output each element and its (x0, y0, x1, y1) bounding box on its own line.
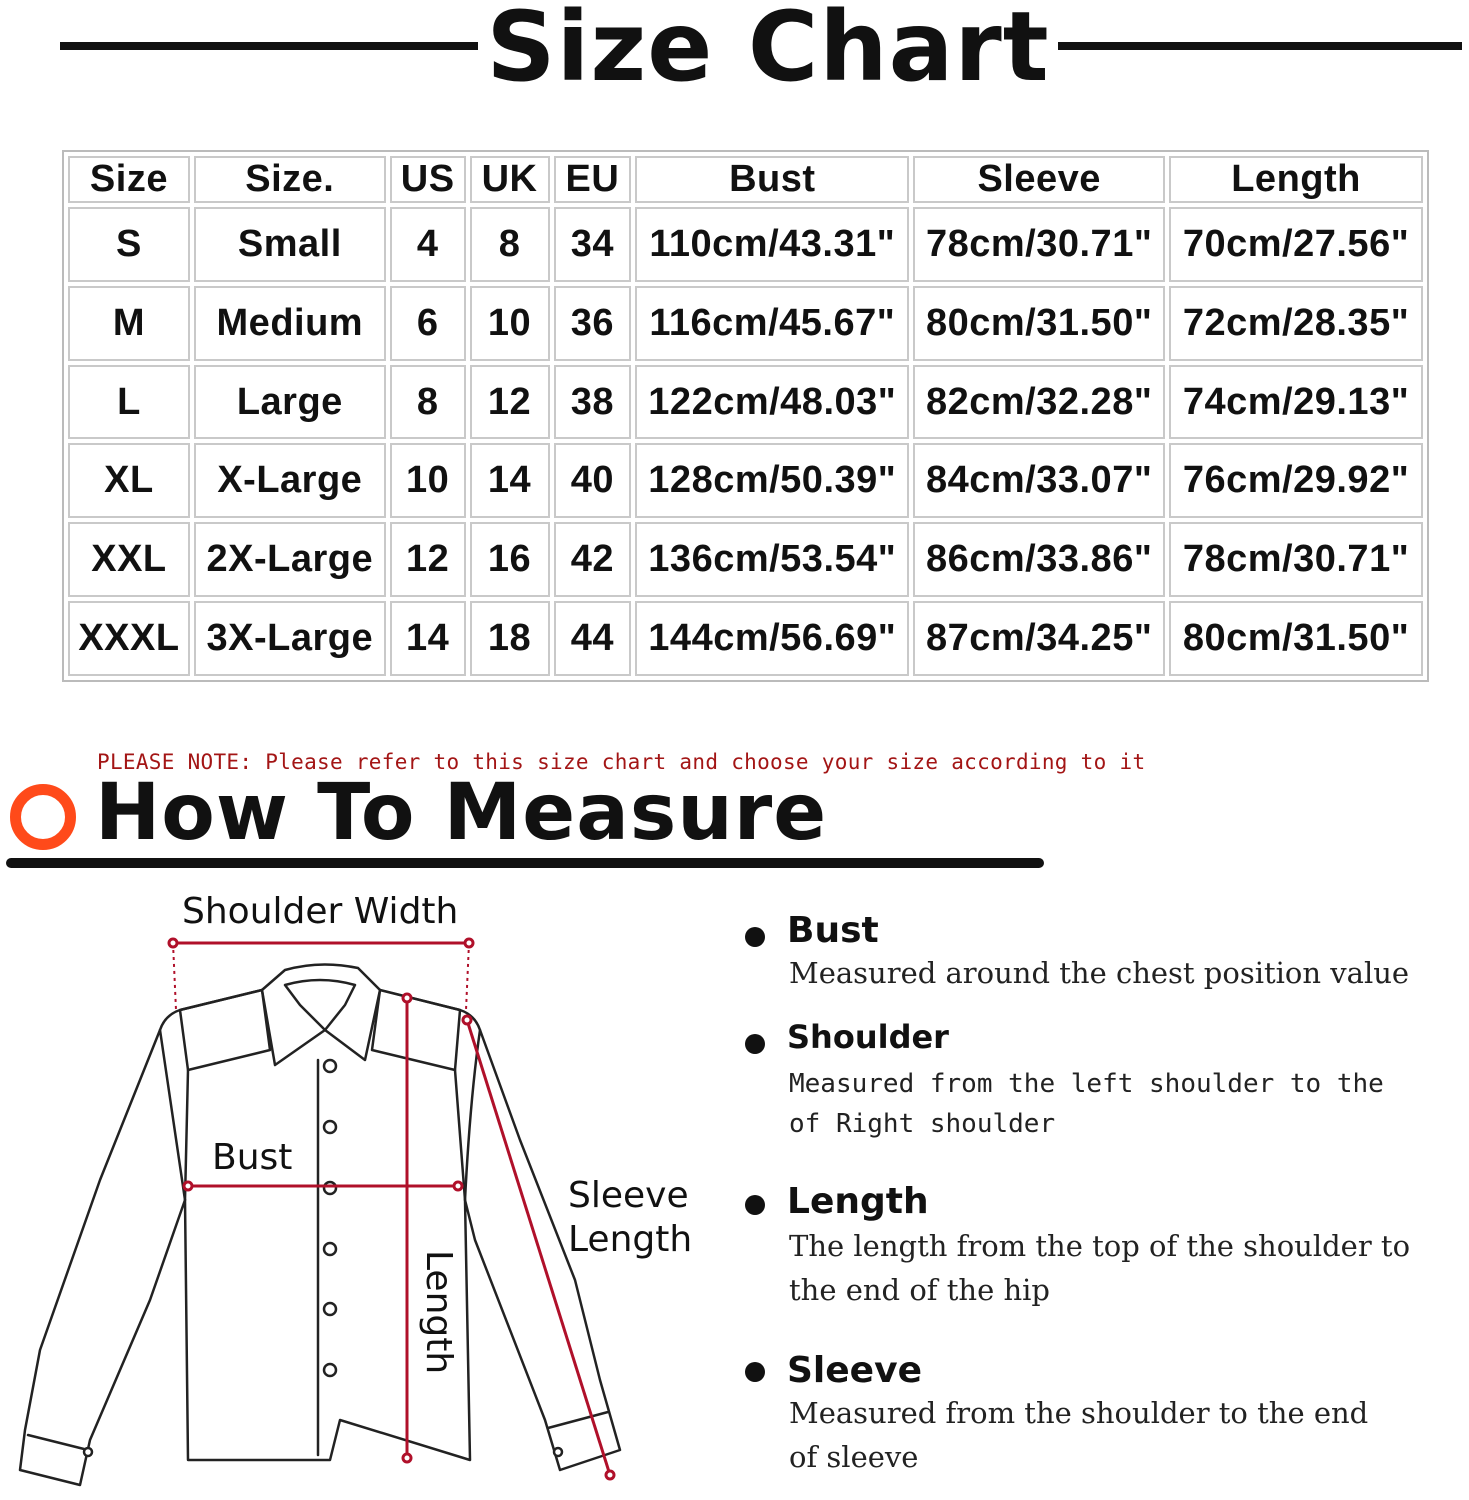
how-to-measure-rule (6, 858, 1044, 868)
table-cell: 72cm/28.35" (1169, 286, 1423, 361)
table-row (68, 443, 1423, 518)
table-cell: Medium (194, 286, 386, 361)
table-cell: 14 (390, 601, 466, 676)
table-cell: 10 (390, 443, 466, 518)
table-cell: 74cm/29.13" (1169, 365, 1423, 440)
table-row (68, 286, 1423, 361)
table-cell: Small (194, 207, 386, 282)
table-cell: 2X-Large (194, 522, 386, 597)
sleeve-length-label-line1: Sleeve (568, 1175, 689, 1216)
table-cell: 34 (554, 207, 632, 282)
table-cell: 122cm/48.03" (635, 365, 909, 440)
table-cell: S (68, 207, 190, 282)
header-length: Length (1169, 156, 1423, 203)
sleeve-length-label-line2: Length (568, 1219, 693, 1260)
how-to-measure-title: How To Measure (95, 768, 828, 858)
table-cell: 87cm/34.25" (913, 601, 1165, 676)
table-cell: 76cm/29.92" (1169, 443, 1423, 518)
orange-ring-icon (10, 784, 76, 850)
table-cell: 4 (390, 207, 466, 282)
measure-heading: Length (787, 1181, 929, 1222)
size-note: PLEASE NOTE: Please refer to this size chart and choose your size according to it (97, 750, 1146, 774)
table-cell: Large (194, 365, 386, 440)
table-cell: 12 (470, 365, 550, 440)
table-cell: 14 (470, 443, 550, 518)
table-cell: 44 (554, 601, 632, 676)
bullet-dot-icon (745, 927, 765, 947)
measure-heading: Sleeve (787, 1350, 922, 1391)
table-cell: X-Large (194, 443, 386, 518)
header-size-name: Size. (194, 156, 386, 203)
header-eu: EU (554, 156, 632, 203)
table-cell: 110cm/43.31" (635, 207, 909, 282)
table-cell: XXXL (68, 601, 190, 676)
table-cell: 84cm/33.07" (913, 443, 1165, 518)
measure-heading: Bust (787, 910, 879, 951)
table-row (68, 601, 1423, 676)
table-row (68, 365, 1423, 440)
table-cell: 78cm/30.71" (1169, 522, 1423, 597)
header-size: Size (68, 156, 190, 203)
measure-desc-line1: Measured from the left shoulder to the (789, 1069, 1384, 1099)
table-cell: 82cm/32.28" (913, 365, 1165, 440)
title-rule-right (1058, 42, 1462, 50)
header-bust: Bust (635, 156, 909, 203)
table-cell: 8 (470, 207, 550, 282)
table-cell: 40 (554, 443, 632, 518)
measure-desc-line1: Measured from the shoulder to the end (789, 1396, 1369, 1430)
table-cell: 136cm/53.54" (635, 522, 909, 597)
table-cell: 78cm/30.71" (913, 207, 1165, 282)
table-cell: 128cm/50.39" (635, 443, 909, 518)
table-row (68, 522, 1423, 597)
shoulder-width-label: Shoulder Width (182, 891, 459, 932)
table-cell: 42 (554, 522, 632, 597)
measure-desc-line1: The length from the top of the shoulder to (789, 1229, 1411, 1263)
size-table (62, 150, 1429, 682)
bust-label: Bust (212, 1137, 293, 1178)
table-cell: 70cm/27.56" (1169, 207, 1423, 282)
table-cell: 10 (470, 286, 550, 361)
table-cell: 16 (470, 522, 550, 597)
table-cell: 36 (554, 286, 632, 361)
measure-desc-line2: the end of the hip (789, 1273, 1050, 1307)
table-cell: 144cm/56.69" (635, 601, 909, 676)
header-us: US (390, 156, 466, 203)
table-cell: 38 (554, 365, 632, 440)
table-cell: 80cm/31.50" (1169, 601, 1423, 676)
table-cell: 80cm/31.50" (913, 286, 1165, 361)
measure-desc-line2: of sleeve (789, 1440, 919, 1474)
measure-desc-line2: of Right shoulder (789, 1109, 1056, 1139)
table-cell: XXL (68, 522, 190, 597)
measure-desc: Measured around the chest position value (789, 956, 1410, 990)
table-cell: M (68, 286, 190, 361)
table-cell: XL (68, 443, 190, 518)
table-header-row (68, 156, 1423, 203)
length-label: Length (418, 1250, 459, 1375)
title-rule-left (60, 42, 478, 50)
bullet-dot-icon (745, 1034, 765, 1054)
table-cell: 18 (470, 601, 550, 676)
table-cell: L (68, 365, 190, 440)
table-cell: 3X-Large (194, 601, 386, 676)
header-sleeve: Sleeve (913, 156, 1165, 203)
measure-heading: Shoulder (787, 1018, 949, 1056)
table-cell: 116cm/45.67" (635, 286, 909, 361)
header-uk: UK (470, 156, 550, 203)
table-cell: 6 (390, 286, 466, 361)
table-cell: 12 (390, 522, 466, 597)
page-title: Size Chart (486, 0, 1050, 103)
table-row (68, 207, 1423, 282)
bullet-dot-icon (745, 1195, 765, 1215)
table-cell: 8 (390, 365, 466, 440)
bullet-dot-icon (745, 1362, 765, 1382)
table-cell: 86cm/33.86" (913, 522, 1165, 597)
